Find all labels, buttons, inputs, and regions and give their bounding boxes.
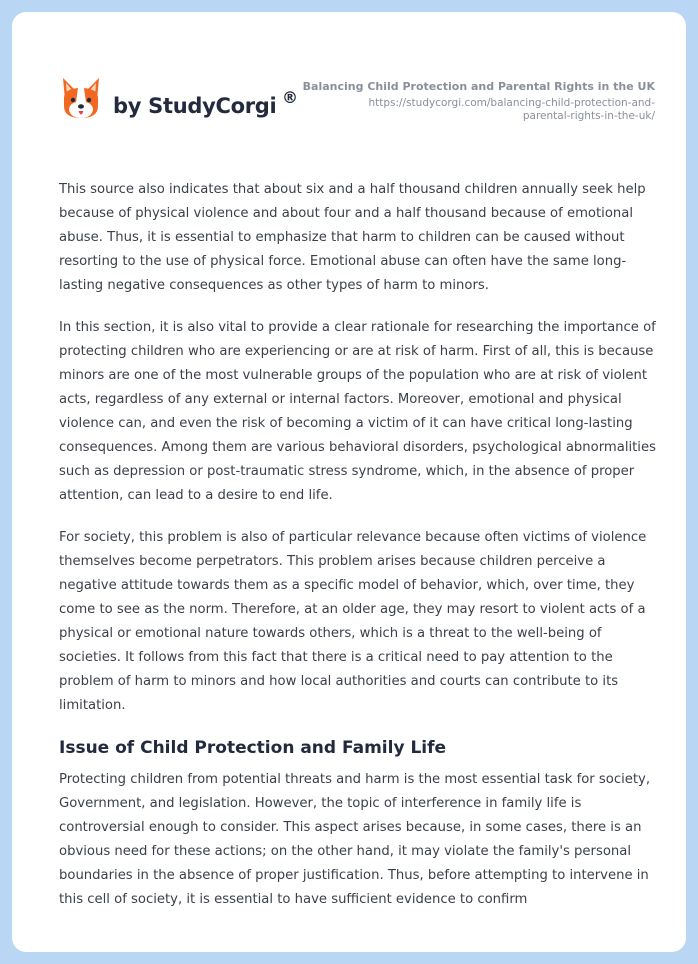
document-page (12, 12, 686, 952)
body-paragraph-3: For society, this problem is also of particular relevance because often victims of violence themselves become perpetrators. This problem arises because children perceive a negative attitude towards them as a specific model of behavior, which, over time, they come to see as the norm. Therefore, at an older age, they may resort to violent acts of a physical or emotional nature towards others, which is a threat to the well-being of societies. It follows from this fact that there is a critical need to pay attention to the problem of harm to minors and how local authorities and courts can contribute to its limitation. (59, 530, 647, 713)
document-meta (275, 80, 655, 123)
body-paragraph-2: In this section, it is also vital to provide a clear rationale for researching the importance of protecting children who are experiencing or are at risk of harm. First of all, this is because minors are one of the most vulnerable groups of the population who are at risk of violent acts, regardless of any external or internal factors. Moreover, emotional and physical violence can, and even the risk of becoming a victim of it can have critical long-lasting consequences. Among them are various behavioral disorders, psychological abnormalities such as depression or post-traumatic stress syndrome, which, in the absence of proper attention, can lead to a desire to end life. (59, 320, 656, 503)
corgi-head-icon (60, 76, 102, 122)
section-heading: Issue of Child Protection and Family Life (59, 738, 447, 758)
registered-mark: ® (282, 88, 298, 107)
body-paragraph-1: This source also indicates that about six and a half thousand children annually seek help because of physical violence and about four and a half thousand because of emotional abuse. Thus, it is essential to emphasize that harm to children can be caused without resorting to the use of physical force. Emotional abuse can often have the same long-lasting negative consequences as other types of harm to minors. (59, 182, 646, 293)
page-header (12, 12, 686, 152)
document-url-line-1: https://studycorgi.com/balancing-child-protection-and- (368, 97, 655, 109)
document-title: Balancing Child Protection and Parental Rights in the UK (302, 80, 655, 93)
document-body (59, 178, 657, 930)
document-url-line-2: parental-rights-in-the-uk/ (522, 110, 655, 122)
document-url[interactable] (275, 97, 655, 123)
brand-name: by StudyCorgi (113, 94, 277, 118)
section-paragraph: Protecting children from potential threats and harm is the most essential task for society, Government, and legislation. However, the topic of interference in family life is controversial enough to consider. This aspect arises because, in some cases, there is an obvious need for these actions; on the other hand, it may violate the family's personal boundaries in the absence of proper justification. Thus, before attempting to intervene in this cell of society, it is essential to have sufficient evidence to confirm (59, 772, 651, 907)
